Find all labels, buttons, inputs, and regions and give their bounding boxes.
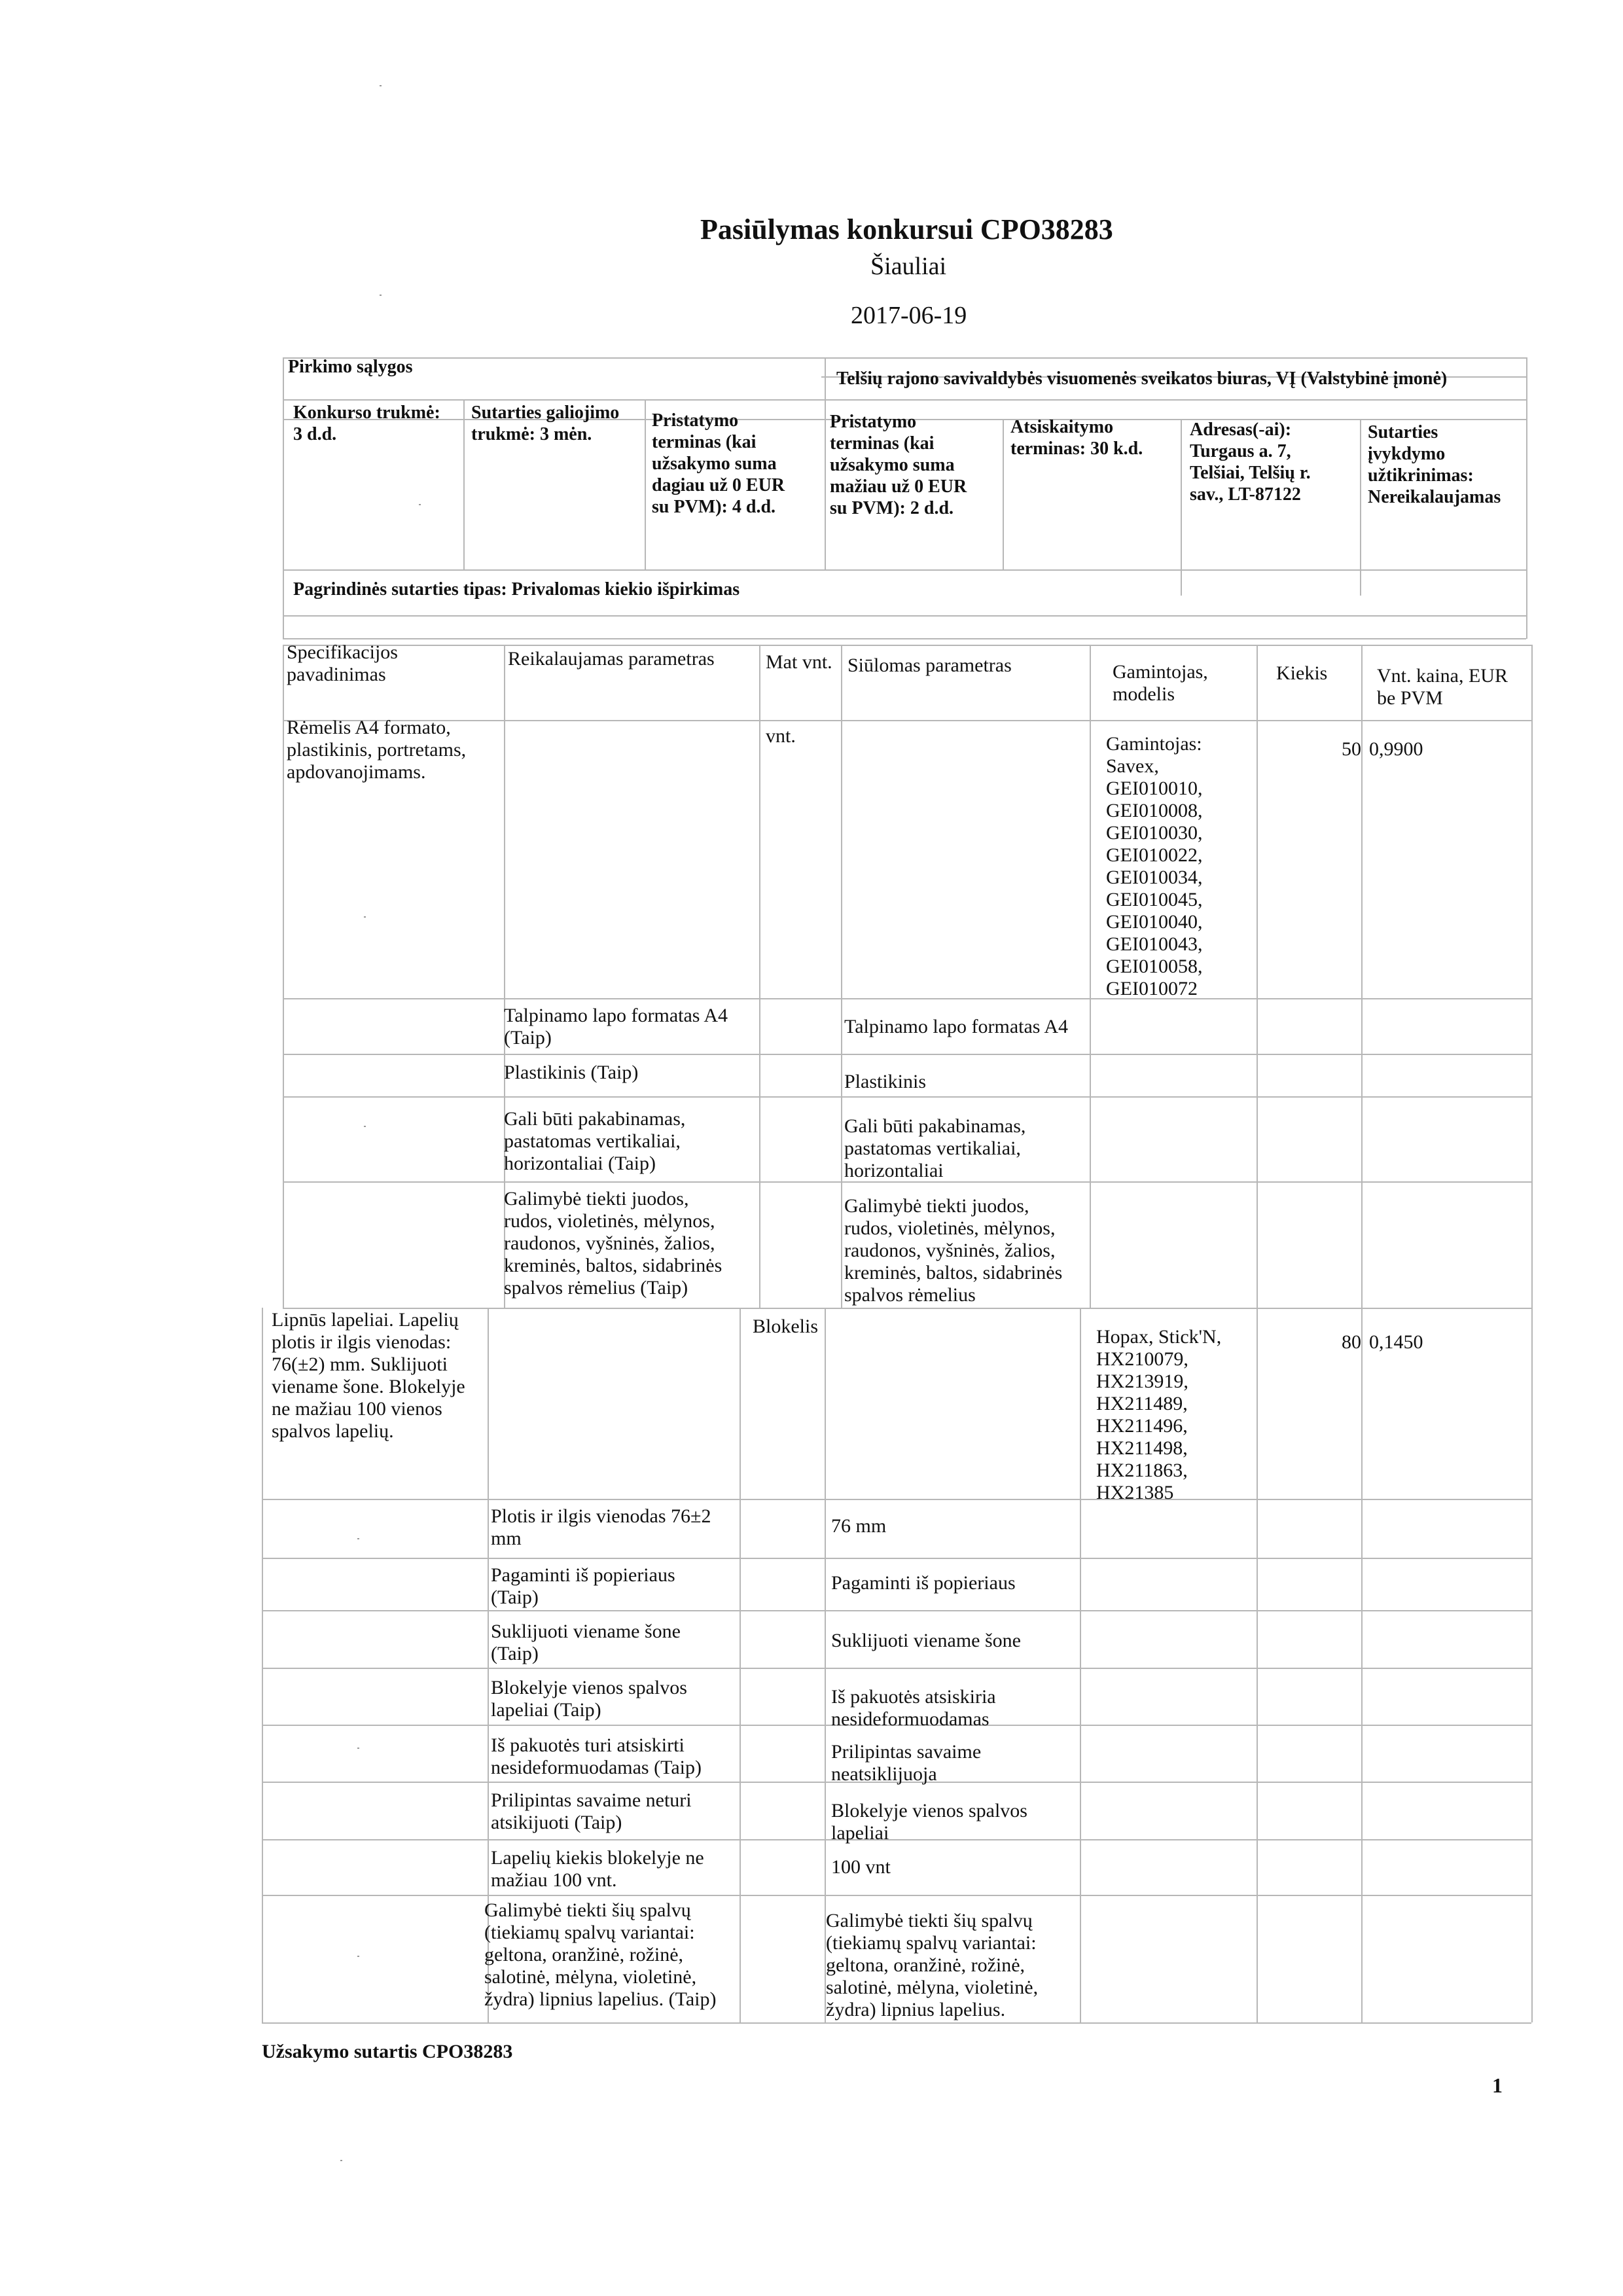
item2-param-4-offered: Iš pakuotės atsiskiria nesideformuodamas (831, 1686, 996, 1730)
document-city: Šiauliai (870, 253, 947, 280)
item1-param-2-required: Plastikinis (Taip) (504, 1062, 639, 1083)
item2-quantity: 80 (1342, 1331, 1361, 1353)
condition-delivery-over: Pristatymo terminas (kai užsakymo suma dagiau už 0 EUR su PVM): 4 d.d. (652, 410, 785, 517)
item2-name: Lipnūs lapeliai. Lapelių plotis ir ilgis vienodas: 76(±2) mm. Suklijuoti viename šone. Blokelyje ne mažiau 100 vienos spalvos lapelių. (272, 1309, 465, 1442)
item2-param-1-offered: 76 mm (831, 1515, 887, 1537)
condition-address: Adresas(-ai): Turgaus a. 7, Telšiai, Telšių r. sav., LT-87122 (1190, 420, 1311, 505)
item2-param-3-required: Suklijuoti viename šone (Taip) (491, 1621, 681, 1664)
item2-param-6-offered: Blokelyje vienos spalvos lapeliai (831, 1800, 1027, 1844)
item1-param-3-required: Gali būti pakabinamas, pastatomas vertikaliai, horizontaliai (Taip) (504, 1108, 686, 1174)
header-unit: Mat vnt. (766, 651, 832, 673)
header-quantity: Kiekis (1276, 662, 1328, 684)
item2-param-8-offered: Galimybė tiekti šių spalvų (tiekiamų spalvų variantai: geltona, oranžinė, rožinė, salotinė, mėlyna, violetinė, žydra) lipnius lapelius. (826, 1910, 1039, 2020)
item2-param-5-offered: Prilipintas savaime neatsiklijuoja (831, 1741, 982, 1785)
item1-param-2-offered: Plastikinis (844, 1071, 927, 1092)
item1-param-1-required: Talpinamo lapo formatas A4 (Taip) (504, 1005, 728, 1049)
footer-contract: Užsakymo sutartis CPO38283 (262, 2041, 513, 2062)
condition-guarantee: Sutarties įvykdymo užtikrinimas: Nereikalaujamas (1368, 422, 1501, 507)
item1-unit-price: 0,9900 (1369, 738, 1423, 760)
item2-param-2-required: Pagaminti iš popieriaus (Taip) (491, 1564, 675, 1608)
scan-speck (380, 85, 382, 86)
header-unit-price: Vnt. kaina, EUR be PVM (1377, 665, 1508, 709)
item2-param-3-offered: Suklijuoti viename šone (831, 1630, 1021, 1651)
item2-param-6-required: Prilipintas savaime neturi atsikijuoti (Taip) (491, 1789, 692, 1833)
item1-quantity: 50 (1342, 738, 1361, 760)
item2-param-5-required: Iš pakuotės turi atsiskirti nesideformuodamas (Taip) (491, 1734, 702, 1778)
header-spec-name: Specifikacijos pavadinimas (287, 641, 398, 685)
scan-speck (340, 2160, 342, 2161)
scan-speck (419, 504, 421, 505)
scan-speck (357, 1538, 359, 1539)
item1-name: Rėmelis A4 formato, plastikinis, portretams, apdovanojimams. (287, 717, 467, 783)
scan-speck (380, 295, 382, 296)
scan-speck (357, 1956, 359, 1957)
item1-param-3-offered: Gali būti pakabinamas, pastatomas vertikaliai, horizontaliai (844, 1115, 1026, 1181)
contract-type: Pagrindinės sutarties tipas: Privalomas kiekio išpirkimas (293, 579, 740, 600)
document-title: Pasiūlymas konkursui CPO38283 (700, 213, 1113, 245)
item1-manufacturer: Gamintojas: Savex, GEI010010, GEI010008, GEI010030, GEI010022, GEI010034, GEI010045, GEI010040, GEI010043, GEI010058, GEI010072 (1106, 733, 1203, 999)
header-offered-param: Siūlomas parametras (847, 655, 1012, 676)
condition-duration: Konkurso trukmė: 3 d.d. (293, 403, 440, 444)
item2-param-4-required: Blokelyje vienos spalvos lapeliai (Taip) (491, 1677, 687, 1721)
buyer-name: Telšių rajono savivaldybės visuomenės sveikatos biuras, VĮ (Valstybinė įmonė) (836, 368, 1448, 389)
item2-unit-price: 0,1450 (1369, 1331, 1423, 1353)
scan-speck (364, 916, 366, 918)
condition-payment-term: Atsiskaitymo terminas: 30 k.d. (1010, 417, 1143, 459)
scan-speck (357, 1748, 359, 1749)
scan-speck (364, 1126, 366, 1127)
item1-param-4-offered: Galimybė tiekti juodos, rudos, violetinės, mėlynos, raudonos, vyšninės, žalios, kreminės, baltos, sidabrinės spalvos rėmelius (844, 1195, 1063, 1306)
item1-param-4-required: Galimybė tiekti juodos, rudos, violetinės, mėlynos, raudonos, vyšninės, žalios, kreminės, baltos, sidabrinės spalvos rėmelius (Taip) (504, 1188, 722, 1299)
conditions-heading: Pirkimo sąlygos (288, 357, 413, 377)
item2-param-7-required: Lapelių kiekis blokelyje ne mažiau 100 vnt. (491, 1847, 704, 1891)
condition-contract-validity: Sutarties galiojimo trukmė: 3 mėn. (471, 403, 620, 444)
condition-delivery-under: Pristatymo terminas (kai užsakymo suma mažiau už 0 EUR su PVM): 2 d.d. (830, 412, 967, 518)
item2-unit: Blokelis (753, 1316, 819, 1337)
item2-param-7-offered: 100 vnt (831, 1856, 891, 1878)
header-manufacturer: Gamintojas, modelis (1113, 661, 1208, 705)
header-required-param: Reikalaujamas parametras (508, 648, 715, 670)
item2-param-8-required: Galimybė tiekti šių spalvų (tiekiamų spalvų variantai: geltona, oranžinė, rožinė, salotinė, mėlyna, violetinė, žydra) lipnius lapelius. (Taip) (484, 1899, 717, 2010)
item2-param-1-required: Plotis ir ilgis vienodas 76±2 mm (491, 1505, 711, 1549)
item2-manufacturer: Hopax, Stick'N, HX210079, HX213919, HX211489, HX211496, HX211498, HX211863, HX21385 (1096, 1326, 1222, 1503)
item2-param-2-offered: Pagaminti iš popieriaus (831, 1572, 1016, 1594)
item1-unit: vnt. (766, 725, 796, 747)
document-date: 2017-06-19 (851, 302, 967, 329)
page-number: 1 (1492, 2073, 1503, 2097)
item1-param-1-offered: Talpinamo lapo formatas A4 (844, 1016, 1068, 1037)
